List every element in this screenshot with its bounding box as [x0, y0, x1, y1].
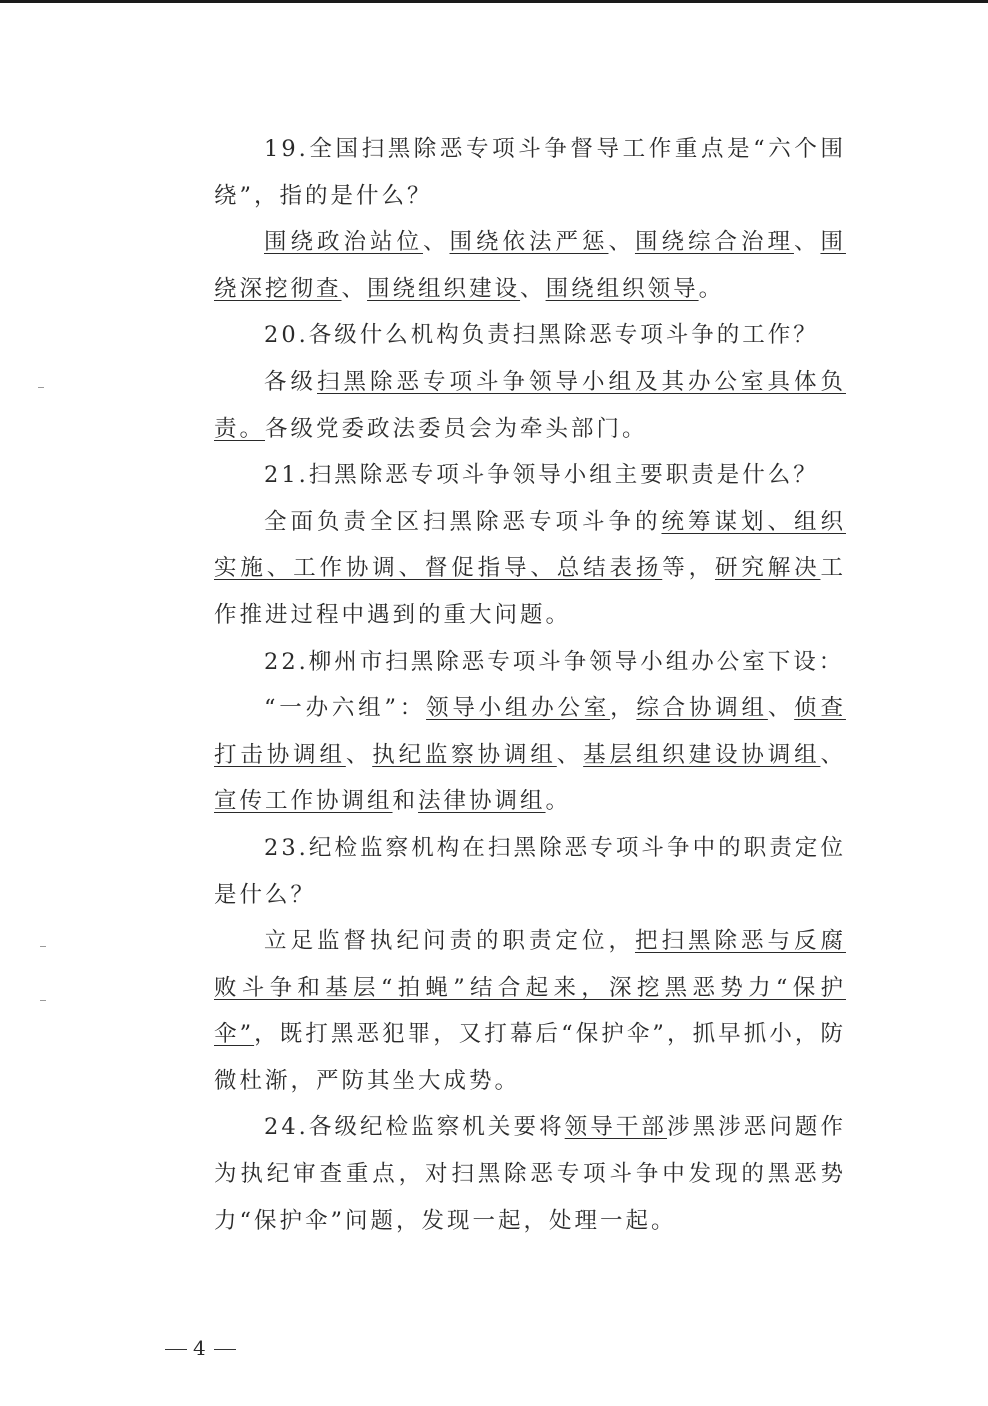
underlined-text: 基层组织建设协调组: [583, 741, 821, 768]
question-22: [214, 639, 846, 686]
underlined-text: 围绕政治站位: [264, 229, 423, 256]
text-run: 、: [341, 275, 368, 302]
text-run: 20.各级什么机构负责扫黑除恶专项斗争的工作？: [264, 322, 819, 349]
text-run: 各级党委政法委员会为牵头部门。: [265, 415, 648, 442]
text-run: 、: [793, 229, 821, 256]
text-run: 、: [422, 229, 450, 256]
scan-top-edge: [0, 0, 988, 3]
underlined-text: 围绕综合治理: [634, 229, 794, 256]
underlined-text: 执纪监察协调组: [372, 741, 557, 768]
underlined-text: 领导干部: [564, 1114, 667, 1141]
underlined-text: 侦查打击协调组: [214, 695, 846, 768]
text-run: 全面负责全区扫黑除恶专项斗争的: [264, 508, 662, 535]
underlined-text: 领导小组办公室: [426, 695, 611, 722]
text-run: 22.柳州市扫黑除恶专项斗争领导小组办公室下设：: [264, 648, 845, 675]
underlined-text: 围绕依法严惩: [449, 229, 609, 256]
text-run: 、: [767, 695, 795, 722]
scan-speck: [38, 387, 44, 388]
text-run: 19.全国扫黑除恶专项斗争督导工作重点是“六个围绕”，指的是什么？: [214, 136, 846, 209]
dash-right: [214, 1349, 236, 1350]
underlined-text: 围绕深挖彻查: [214, 229, 846, 302]
text-run: 各级: [264, 368, 317, 395]
question-23: [214, 825, 846, 918]
underlined-text: 围绕组织建设: [367, 275, 521, 302]
text-run: 、: [608, 229, 635, 256]
answer-22: [214, 685, 846, 825]
page-number-value: 4: [193, 1336, 208, 1360]
answer-23: [214, 918, 846, 1104]
underlined-text: 综合协调组: [636, 695, 768, 722]
answer-21: [214, 499, 846, 639]
underlined-text: 把扫黑除恶与反腐败斗争和基层“拍蝇”结合起来，深挖黑恶势力“保护伞”: [214, 928, 846, 1048]
text-run: ，既打黑恶犯罪，又打幕后“保护伞”，抓早抓小，防微杜渐，严防其坐大成势。: [214, 1021, 846, 1094]
answer-19: [214, 219, 846, 312]
question-19: [214, 126, 846, 219]
text-run: 、: [520, 275, 546, 302]
question-24: [214, 1104, 846, 1244]
text-run: 21.扫黑除恶专项斗争领导小组主要职责是什么？: [264, 462, 819, 489]
question-20: [214, 312, 846, 359]
question-21: [214, 452, 846, 499]
underlined-text: 扫黑除恶专项斗争领导小组及其办公室具体负责。: [214, 368, 846, 442]
underlined-text: 法律协调组: [418, 788, 546, 815]
text-run: 立足监督执纪问责的职责定位，: [264, 928, 635, 955]
text-run: 涉黑涉恶问题作为执纪审查重点，对扫黑除恶专项斗争中发现的黑恶势力“保护伞”问题，发现一起，处理一起。: [214, 1114, 846, 1234]
text-run: 、: [556, 741, 584, 768]
text-run: “一办六组”：: [264, 695, 427, 722]
text-run: 工作推进过程中遇到的重大问题。: [214, 555, 846, 628]
text-run: 等，: [662, 555, 715, 582]
document-body: [214, 126, 846, 1244]
dash-left: [165, 1349, 187, 1350]
answer-20: [214, 359, 846, 452]
underlined-text: 围绕组织领导: [545, 275, 699, 302]
underlined-text: 宣传工作协调组: [214, 788, 393, 815]
page-number: [159, 1336, 242, 1360]
underlined-text: 研究解决: [714, 555, 821, 582]
underlined-text: 统筹谋划、组织实施、工作协调、督促指导、总结表扬: [214, 508, 846, 582]
text-run: 23.纪检监察机构在扫黑除恶专项斗争中的职责定位是什么？: [214, 834, 846, 908]
text-run: 、: [345, 741, 373, 768]
text-run: 24.各级纪检监察机关要将: [264, 1114, 565, 1141]
text-run: 和: [392, 788, 419, 815]
scan-speck: [40, 946, 46, 947]
text-run: ，: [610, 695, 637, 722]
text-run: 。: [545, 788, 572, 815]
scan-speck: [40, 1000, 46, 1001]
text-run: 。: [698, 275, 725, 302]
text-run: 、: [820, 741, 846, 768]
